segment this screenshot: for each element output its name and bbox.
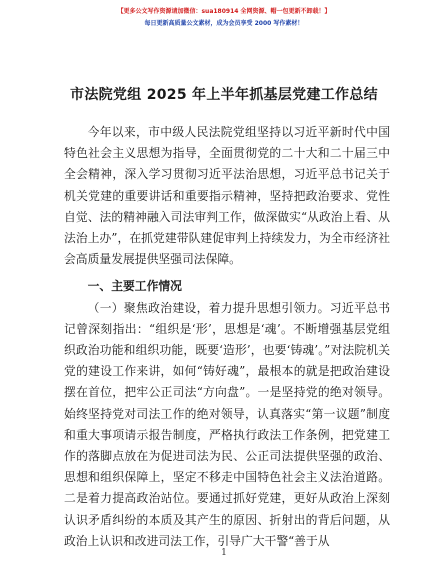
promo-line-2: 每日更新高质量公文素材，成为会员享受 2000 写作素材！: [144, 20, 304, 27]
intro-paragraph: 今年以来，市中级人民法院党组坚持以习近平新时代中国特色社会主义思想为指导，全面贯彻党的二十大和二十届三中全会精神，深入学习贯彻习近平法治思想，习近平总书记关于机关党建的重要讲话和重要指示精神，坚持把政治要求、党性自觉、法的精神融入司法审判工作，做深做实“从政治上看、从法治上办”，在抓党建带队建促审判上持续发力，为全市经济社会高质量发展提供坚强司法保障。: [64, 125, 390, 267]
promo-banner: [40, 6, 408, 30]
document-body: [64, 122, 390, 552]
promo-line-1: 【更多公文写作资源请加微信：sua180914 全网资源、帽一包更新不卸载！】: [117, 8, 331, 15]
document-title: 市法院党组 2025 年上半年抓基层党建工作总结: [70, 87, 378, 103]
section-heading: 一、主要工作情况: [87, 279, 182, 294]
section-paragraph: （一）聚焦政治建设，着力提升思想引领力。习近平总书记曾深刻指出：“组织是‘形’，思想是‘魂’。不断增强基层党组织政治功能和组织功能，既要‘造形’，也要‘铸魂’。”对法院机关党的建设工作来讲，如何“铸好魂”，最根本的就是把政治建设摆在首位，把牢公正司法“方向盘”。一是坚持党的绝对领导。始终坚持党对司法工作的绝对领导，认真落实“第一议题”制度和重大事项请示报告制度，严格执行政法工作条例，把党建工作的落脚点放在为促进司法为民、公正司法提供坚强的政治、思想和组织保障上，坚定不移走中国特色社会主义法治道路。二是着力提高政治站位。要通过抓好党建，更好从政治上深刻认识矛盾纠纷的本质及其产生的原因、折射出的背后问题，从政治上认识和改进司法工作，引导广大干警“善于从: [64, 300, 390, 548]
page-number: 1: [221, 548, 227, 558]
